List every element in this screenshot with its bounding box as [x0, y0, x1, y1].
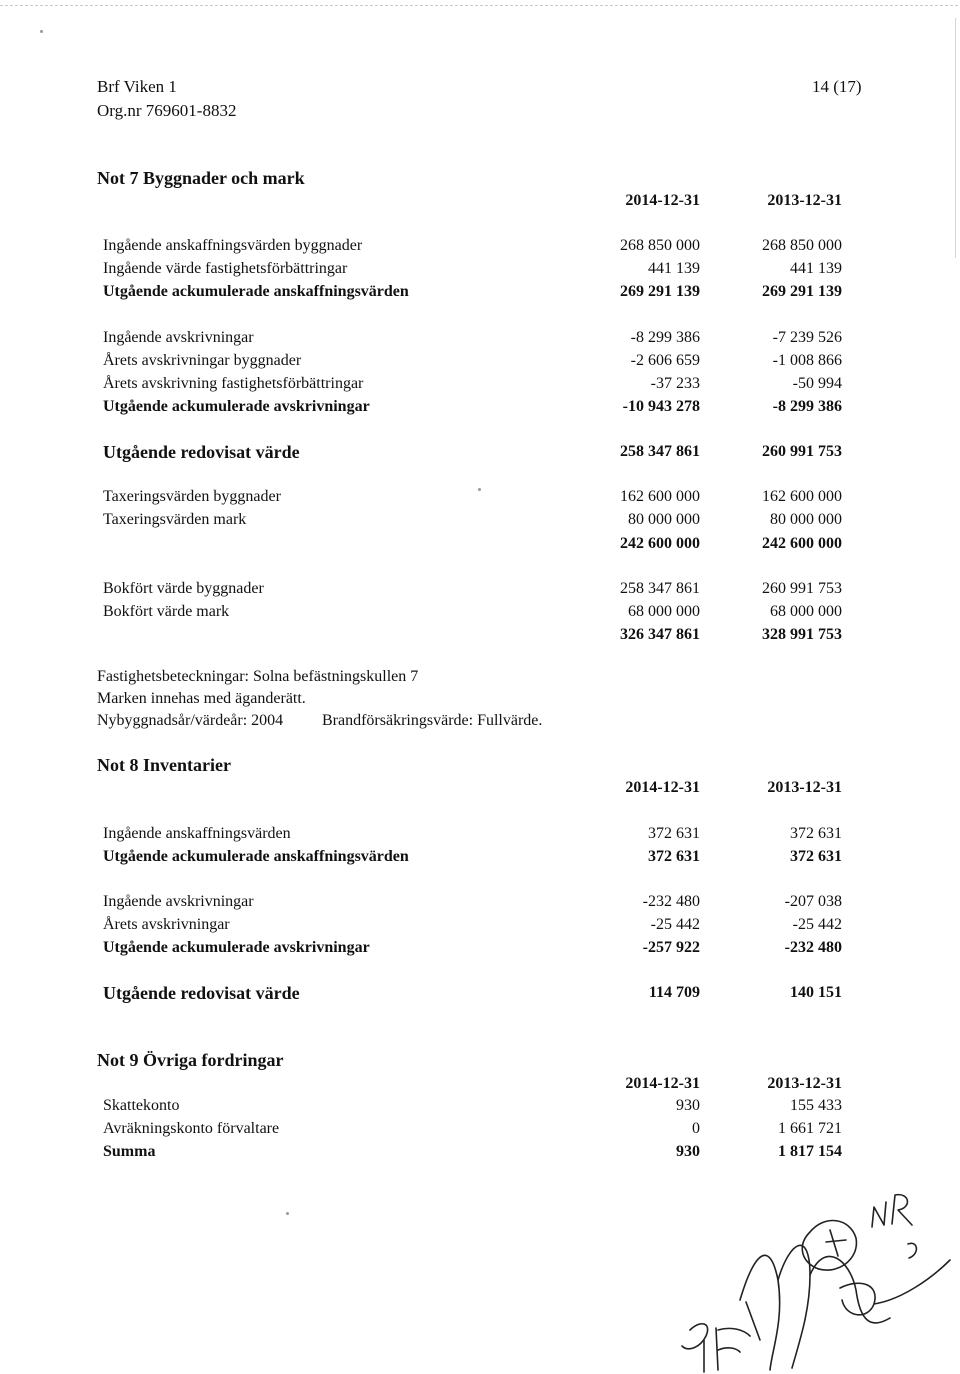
note8-row-value-2014: -257 922 [642, 939, 700, 956]
note7-row-label: Årets avskrivningar byggnader [103, 352, 302, 369]
note9-row-value-2013: 1 661 721 [778, 1120, 842, 1137]
note7-row-value-2014: 268 850 000 [620, 237, 700, 254]
note8-row-label: Utgående ackumulerade avskrivningar [103, 939, 370, 956]
note7-row-value-2014: 269 291 139 [620, 283, 700, 300]
note7-row-value-2013: 260 991 753 [762, 580, 842, 597]
scan-speck [286, 1212, 289, 1215]
note7-row-value-2013: 269 291 139 [762, 283, 842, 300]
note7-row-value-2014: 441 139 [648, 260, 700, 277]
note9-row-value-2014: 0 [692, 1120, 700, 1137]
note7-row-label: Taxeringsvärden mark [103, 511, 247, 528]
note8-row-label: Ingående avskrivningar [103, 893, 254, 910]
note9-row-label: Summa [103, 1143, 156, 1160]
note7-row-label: Ingående anskaffningsvärden byggnader [103, 237, 363, 254]
note7-row-label: Bokfört värde mark [103, 603, 230, 620]
note7-row-label: Ingående avskrivningar [103, 329, 254, 346]
note8-title: Not 8 Inventarier [97, 755, 231, 775]
note7-title: Not 7 Byggnader och mark [97, 168, 305, 188]
note9-row-value-2014: 930 [676, 1097, 700, 1114]
note7-footnote: Fastighetsbeteckningar: Solna befästningskullen 7 [97, 668, 419, 685]
note7-footnote: Nybyggnadsår/värdeår: 2004 [97, 712, 284, 729]
page-number: 14 (17) [812, 77, 862, 96]
note7-row-value-2014: -37 233 [650, 375, 700, 392]
note8-row-value-2013: 140 151 [790, 984, 842, 1001]
note7-row-value-2013: 260 991 753 [762, 443, 842, 460]
note8-row-value-2013: -232 480 [784, 939, 842, 956]
note7-row-value-2013: 80 000 000 [770, 511, 842, 528]
note7-row-label: Ingående värde fastighetsförbättringar [103, 260, 348, 277]
scan-speck [40, 30, 43, 33]
note7-footnote: Marken innehas med äganderätt. [97, 690, 306, 707]
note9-row-label: Avräkningskonto förvaltare [103, 1120, 280, 1137]
note7-row-value-2014: -8 299 386 [630, 329, 700, 346]
scan-right-edge [955, 18, 956, 258]
note7-row-label: Årets avskrivning fastighetsförbättringar [103, 375, 364, 392]
note8-row-label: Utgående redovisat värde [103, 983, 300, 1003]
note8-row-label: Utgående ackumulerade anskaffningsvärden [103, 848, 409, 865]
note8-row-value-2013: 372 631 [790, 825, 842, 842]
note7-row-value-2013: 68 000 000 [770, 603, 842, 620]
note8-row-value-2013: -207 038 [784, 893, 842, 910]
note7-row-label: Taxeringsvärden byggnader [103, 488, 281, 505]
note7-row-value-2014: 258 347 861 [620, 443, 700, 460]
org-number: Org.nr 769601-8832 [97, 101, 237, 120]
handwritten-signature [660, 1180, 960, 1374]
note7-col2-header: 2013-12-31 [767, 192, 842, 209]
note8-row-value-2014: 114 709 [648, 984, 700, 1001]
note7-footnote: Brandförsäkringsvärde: Fullvärde. [322, 712, 543, 729]
note9-row-value-2013: 155 433 [790, 1097, 842, 1114]
note8-row-value-2014: -232 480 [642, 893, 700, 910]
note7-col1-header: 2014-12-31 [625, 192, 700, 209]
note7-row-label: Utgående ackumulerade anskaffningsvärden [103, 283, 409, 300]
note7-row-value-2014: 68 000 000 [628, 603, 700, 620]
note7-row-value-2014: 80 000 000 [628, 511, 700, 528]
note7-subtotal-2013: 242 600 000 [762, 535, 842, 552]
note9-col2-header: 2013-12-31 [767, 1075, 842, 1092]
note8-row-label: Ingående anskaffningsvärden [103, 825, 291, 842]
note7-subtotal-2014: 242 600 000 [620, 535, 700, 552]
note8-row-value-2014: 372 631 [648, 848, 700, 865]
note7-row-value-2014: -10 943 278 [622, 398, 700, 415]
note8-row-value-2014: 372 631 [648, 825, 700, 842]
scan-top-line [0, 5, 958, 6]
note8-row-label: Årets avskrivningar [103, 916, 230, 933]
note7-row-label: Utgående ackumulerade avskrivningar [103, 398, 370, 415]
note8-row-value-2013: 372 631 [790, 848, 842, 865]
note7-row-label: Utgående redovisat värde [103, 442, 300, 462]
note7-row-label: Bokfört värde byggnader [103, 580, 264, 597]
scan-speck [478, 488, 481, 491]
note9-row-label: Skattekonto [103, 1097, 180, 1114]
note7-row-value-2013: 162 600 000 [762, 488, 842, 505]
note8-row-value-2014: -25 442 [650, 916, 700, 933]
note7-row-value-2013: 441 139 [790, 260, 842, 277]
note7-total-2013: 328 991 753 [762, 626, 842, 643]
note9-row-value-2014: 930 [676, 1143, 700, 1160]
note8-col2-header: 2013-12-31 [767, 779, 842, 796]
note7-row-value-2013: -7 239 526 [772, 329, 842, 346]
note7-row-value-2014: 258 347 861 [620, 580, 700, 597]
note9-col1-header: 2014-12-31 [625, 1075, 700, 1092]
note8-row-value-2013: -25 442 [792, 916, 842, 933]
org-name: Brf Viken 1 [97, 77, 177, 96]
note9-row-value-2013: 1 817 154 [778, 1143, 842, 1160]
note7-row-value-2014: -2 606 659 [630, 352, 700, 369]
note8-col1-header: 2014-12-31 [625, 779, 700, 796]
note9-title: Not 9 Övriga fordringar [97, 1050, 284, 1070]
note7-row-value-2013: -50 994 [792, 375, 842, 392]
note7-total-2014: 326 347 861 [620, 626, 700, 643]
note7-row-value-2013: -8 299 386 [772, 398, 842, 415]
note7-row-value-2013: -1 008 866 [772, 352, 842, 369]
note7-row-value-2013: 268 850 000 [762, 237, 842, 254]
note7-row-value-2014: 162 600 000 [620, 488, 700, 505]
